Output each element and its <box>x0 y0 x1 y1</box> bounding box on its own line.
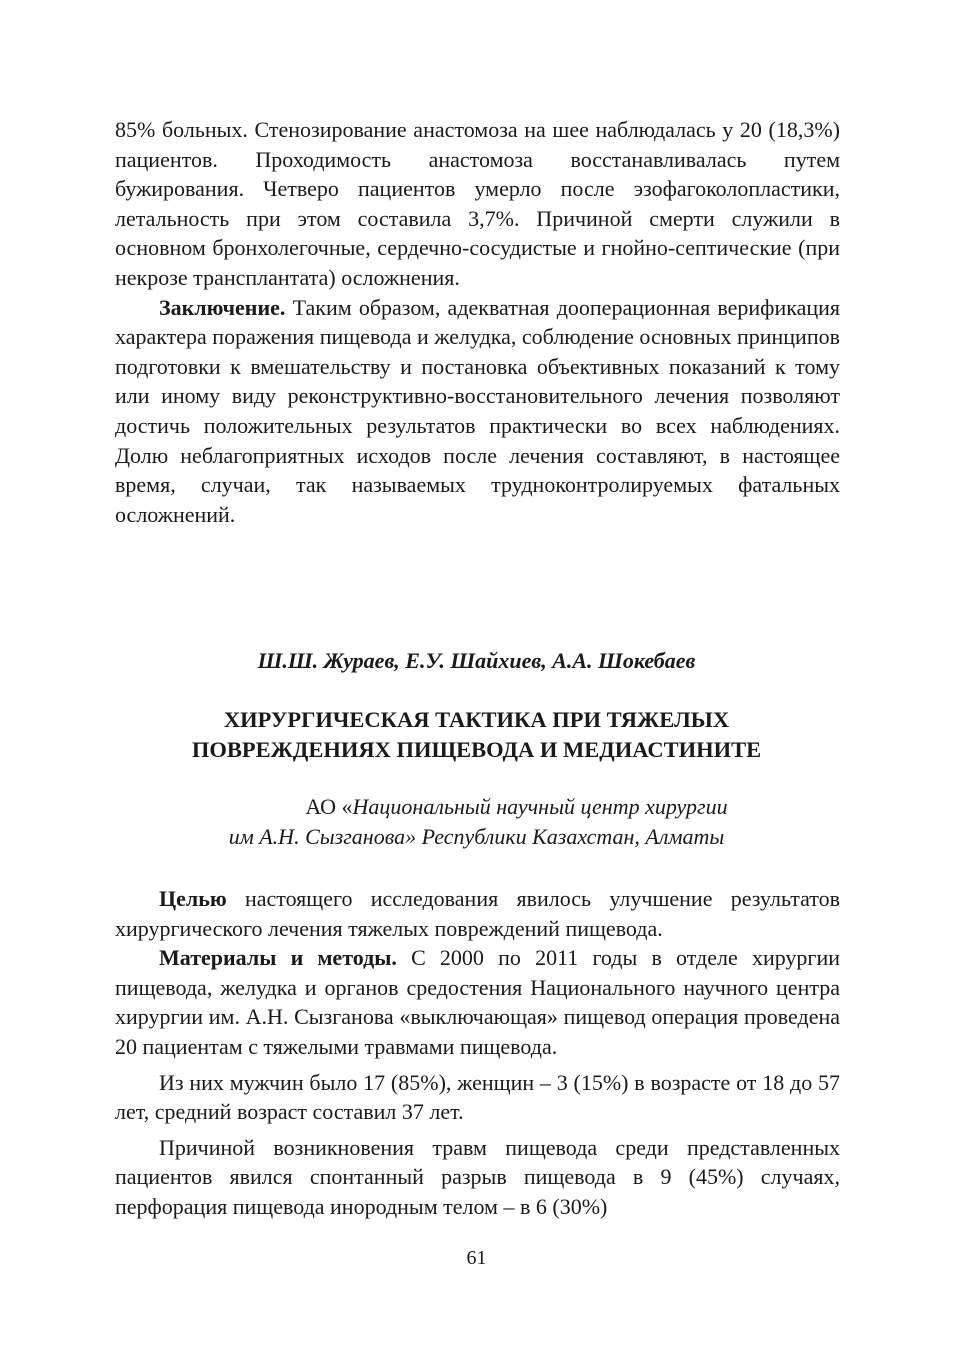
affiliation-prefix: АО « <box>305 794 353 819</box>
text-block-top <box>115 115 840 529</box>
paragraph-lead: Целью <box>159 886 227 911</box>
title-line: ХИРУРГИЧЕСКАЯ ТАКТИКА ПРИ ТЯЖЕЛЫХ <box>223 707 730 732</box>
paragraph-text: Причиной возникновения травм пищевода среди представленных пациентов явился спонтанный разрыв пищевода в 9 (45%) случаях, перфорация пищевода инородным телом – в 6 (30%) <box>115 1134 840 1219</box>
affiliation-line: им А.Н. Сызганова» Республики Казахстан, Алматы <box>228 824 725 849</box>
affiliation-text: Национальный научный центр хирургии <box>352 794 728 819</box>
paragraph-text: Из них мужчин было 17 (85%), женщин – 3 (15%) в возрасте от 18 до 57 лет, средний возраст составил 37 лет. <box>115 1069 840 1125</box>
paragraph-text: Таким образом, адекватная дооперационная верификация характера поражения пищевода и желудка, соблюдение основных принципов подготовки к вмешательству и постановка объективных показаний к тому или иному виду реконструктивно-восстановительного лечения позволяют достичь положительных результатов практически во всех наблюдениях. Долю неблагоприятных исходов после лечения составляют, в настоящее время, случаи, так называемых трудноконтролируемых фатальных осложнений. <box>115 294 840 527</box>
affiliation-line <box>0 792 953 822</box>
page-number: 61 <box>466 1247 487 1269</box>
article-authors: Ш.Ш. Жураев, Е.У. Шайхиев, А.А. Шокебаев <box>257 648 696 673</box>
paragraph-text: 85% больных. Стенозирование анастомоза на шее наблюдалась у 20 (18,3%) пациентов. Проходимость анастомоза восстанавливалась путем бужирования. Четверо пациентов умерло после эзофагоколопластики, летальность при этом составила 3,7%. Причиной смерти служили в основном бронхолегочные, сердечно-сосудистые и гнойно-септические (при некрозе трансплантата) осложнения. <box>115 117 840 290</box>
article-title <box>0 705 953 765</box>
aim-paragraph <box>115 884 840 943</box>
text-block-bottom <box>115 884 840 1222</box>
paragraph-text: С 2000 по 2011 годы в отделе хирургии пищевода, желудка и органов средостения Национального научного центра хирургии им. А.Н. Сызганова «выключающая» пищевод операция проведена 20 пациентам с тяжелыми травмами пищевода. <box>115 945 841 1059</box>
paragraph-lead: Заключение. <box>159 294 286 320</box>
conclusion-paragraph <box>115 293 840 530</box>
paragraph <box>115 1133 840 1222</box>
title-line: ПОВРЕЖДЕНИЯХ ПИЩЕВОДА И МЕДИАСТИНИТЕ <box>191 737 762 762</box>
methods-paragraph <box>115 943 840 1061</box>
paragraph <box>115 115 840 293</box>
paragraph-text: настоящего исследования явилось улучшение результатов хирургического лечения тяжелых повреждений пищевода. <box>115 886 840 941</box>
article-affiliation <box>0 792 953 852</box>
paragraph <box>115 1068 840 1127</box>
paragraph-lead: Материалы и методы. <box>159 945 397 971</box>
